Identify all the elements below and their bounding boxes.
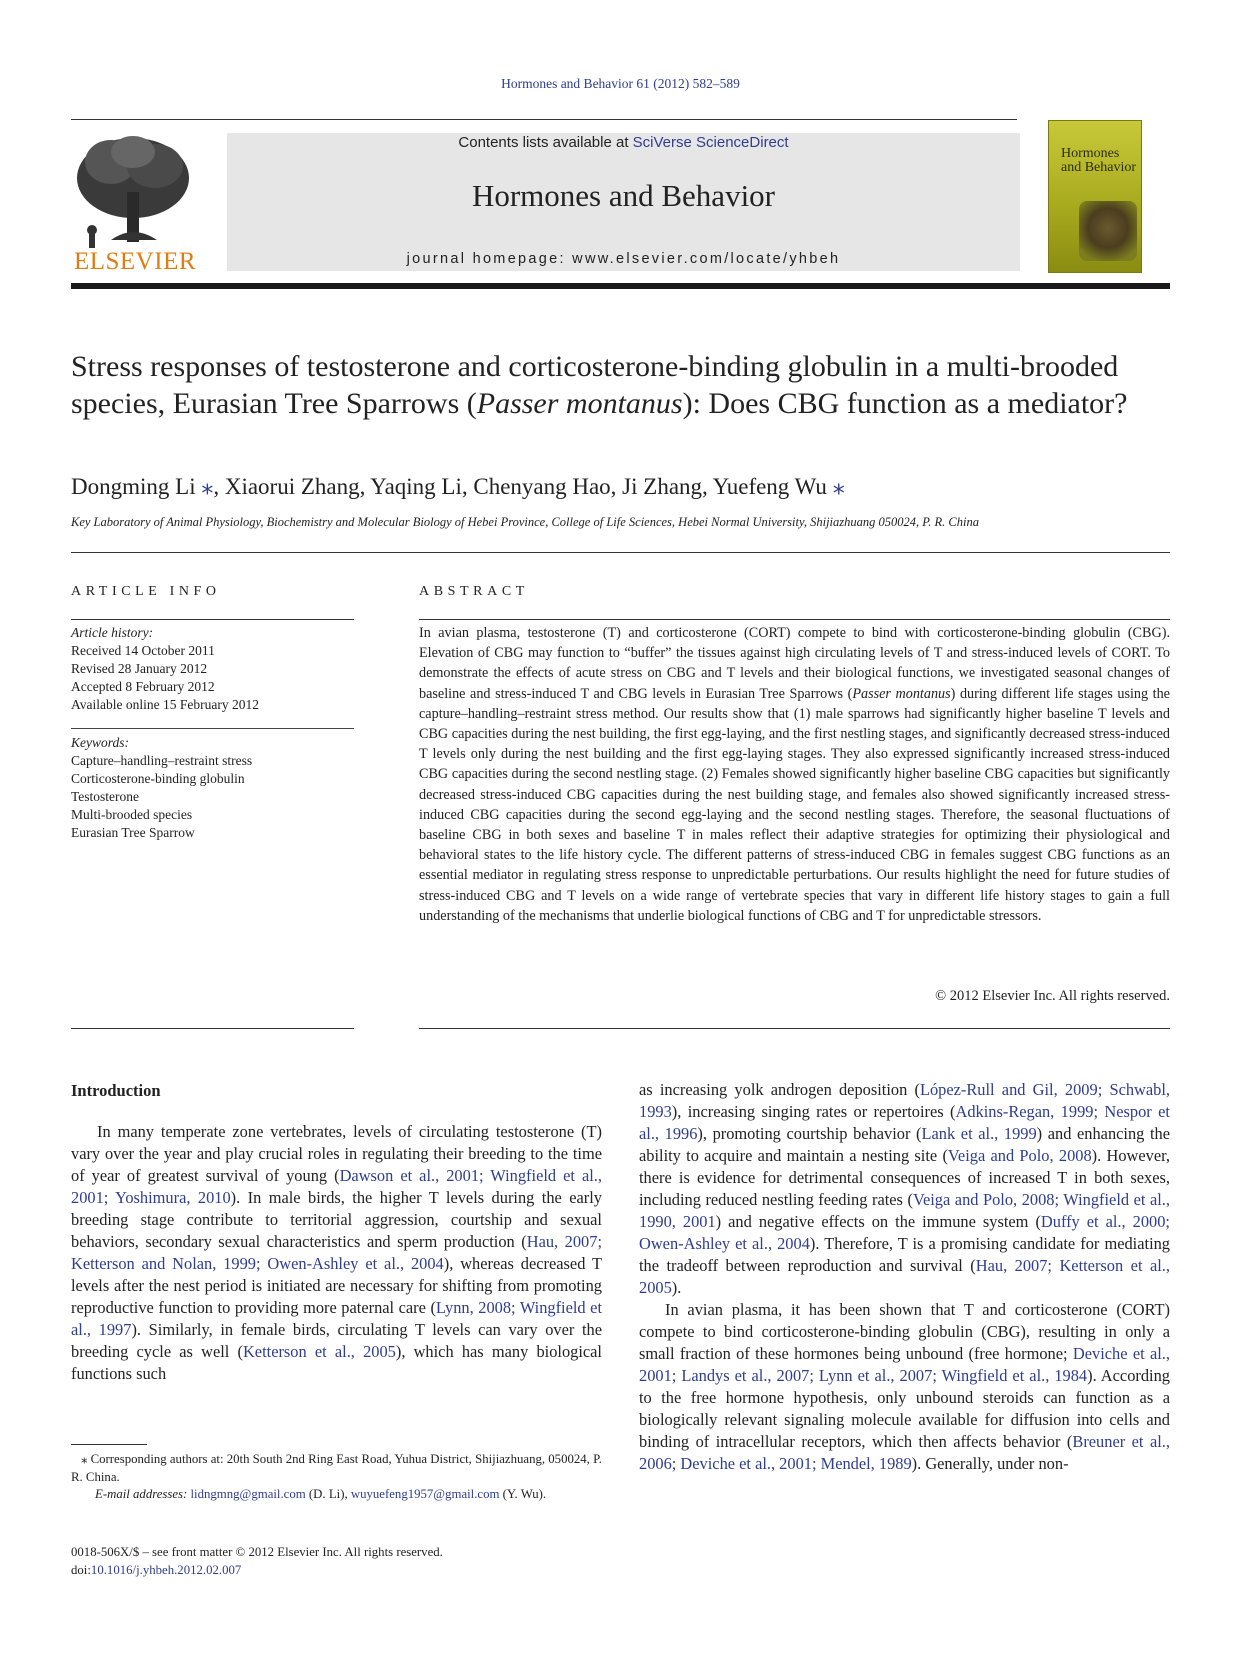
corresponding-author-marker[interactable]: ⁎ (201, 474, 214, 500)
body-text: ). In male birds, the higher T levels during the early breeding stage contribute to territorial aggression, courtship and sexual behaviors, secondary sexual characteristics and sperm production ( (71, 1188, 602, 1251)
keyword-item: Testosterone (71, 789, 140, 804)
cover-animal-image (1079, 201, 1137, 261)
title-species: Passer montanus (476, 387, 683, 420)
cover-title: Hormones and Behavior (1061, 146, 1137, 175)
citation-link[interactable]: Hau, 2007; Ketterson and Nolan, 1999; Owen-Ashley et al., 2004 (71, 1232, 602, 1273)
corresponding-address (71, 1451, 602, 1486)
body-text: ). Generally, under non- (911, 1454, 1069, 1473)
author-list (71, 472, 1170, 501)
sciencedirect-link[interactable]: SciVerse ScienceDirect (632, 134, 789, 151)
body-text: ), increasing singing rates or repertoires ( (671, 1102, 956, 1121)
history-online: Available online 15 February 2012 (71, 697, 259, 712)
issn-doi (71, 1544, 602, 1579)
article-title (71, 348, 1170, 422)
intro-paragraph-1-cont (639, 1079, 1170, 1299)
citation-link[interactable]: López-Rull and Gil, 2009; Schwabl, 1993 (639, 1080, 1171, 1121)
abstract-bottom-rule (419, 1028, 1170, 1029)
body-text: ) and negative effects on the immune system ( (715, 1212, 1041, 1231)
article-history (71, 624, 354, 714)
abstract-part2: ) during different life stages using the capture–handling–restraint stress method. Our results show that (1) male sparrows had significantly higher baseline T levels and CBG capacities during the nest building, the first egg-laying, and the first nestling stages, and significantly decreased stress-induced T levels only during the nest building and the first egg-laying stages. They also expressed significantly increased stress-induced CBG capacities during the second nestling stage. (2) Females showed significantly higher baseline CBG capacities but significantly decreased stress-induced CBG capacities during the nest building stage, and females also showed significantly increased stress-induced CBG capacities during the second egg-laying and the second nestling stages. Therefore, the seasonal fluctuations of baseline CBG in both sexes and baseline T in males reflect their adaptive strategies for optimizing their physiological and behavioral states to the life history cycle. The different patterns of stress-induced CBG in females suggest CBG functions as an essential mediator in regulating stress response to unpredictable perturbations. Our results highlight the need for future studies of stress-induced CBG and T levels on a wide range of vertebrate species that vary in different life history stages to gain a full understanding of the mechanisms that underlie biological functions of CBG and T for unpredictable stressors. (419, 685, 1170, 924)
email-label: E-mail addresses: (95, 1487, 191, 1501)
corresponding-footnote (71, 1451, 602, 1504)
citation-link[interactable]: Adkins-Regan, 1999; Nespor et al., 1996 (639, 1102, 1170, 1143)
body-text: In avian plasma, it has been shown that T and corticosterone (CORT) compete to bind corticosterone-binding globulin (CBG), resulting in only a small fraction of these hormones being unbound (free hormone; (639, 1300, 1170, 1363)
corresponding-author-marker[interactable]: ⁎ (832, 474, 845, 500)
contents-line (227, 134, 1020, 151)
citation-link[interactable]: Dawson et al., 2001; Wingfield et al., 2001; Yoshimura, 2010 (71, 1166, 603, 1207)
citation-link[interactable]: Lank et al., 1999 (921, 1124, 1037, 1143)
citation-link[interactable]: Hau, 2007; Ketterson et al., 2005 (639, 1256, 1170, 1297)
body-text: ). Similarly, in female birds, circulating T levels can vary over the breeding cycle as well ( (71, 1320, 603, 1361)
keywords-rule (71, 728, 354, 729)
elsevier-logo[interactable] (71, 132, 199, 274)
keyword-item: Multi-brooded species (71, 807, 193, 822)
email-line (71, 1486, 602, 1504)
abstract-rule (419, 619, 1170, 620)
title-part1: Stress responses of testosterone and corticosterone-binding globulin in a multi-brooded species, Eurasian Tree Sparrows ( (71, 350, 1119, 420)
citation-link[interactable]: Lynn, 2008; Wingfield et al., 1997 (71, 1298, 602, 1339)
title-part2: ): Does CBG function as a mediator? (682, 387, 1128, 420)
citation-link[interactable]: Deviche et al., 2001; Landys et al., 2007; Lynn et al., 2007; Wingfield et al., 1984 (639, 1344, 1170, 1385)
elsevier-wordmark: ELSEVIER (73, 248, 197, 275)
issn-line: 0018-506X/$ – see front matter © 2012 Elsevier Inc. All rights reserved. (71, 1545, 443, 1559)
body-column-right (639, 1079, 1170, 1475)
journal-name: Hormones and Behavior (471, 178, 776, 213)
header-thick-rule (71, 283, 1170, 289)
email-owner-wu: (Y. Wu). (499, 1487, 547, 1501)
keywords (71, 734, 354, 842)
doi-link[interactable]: 10.1016/j.yhbeh.2012.02.007 (90, 1562, 242, 1577)
email-link-li[interactable]: lidngmng@gmail.com (190, 1487, 306, 1501)
intro-paragraph-2 (639, 1299, 1170, 1475)
keyword-item: Corticosterone-binding globulin (71, 771, 245, 786)
body-text: ). However, there is evidence for detrimental consequences of increased T in both sexes, including reduced nestling feeding rates ( (639, 1146, 1170, 1209)
body-text: as increasing yolk androgen deposition ( (639, 1080, 920, 1099)
author-rest: , Xiaorui Zhang, Yaqing Li, Chenyang Hao, Ji Zhang, Yuefeng Wu (213, 474, 827, 499)
citation-link[interactable]: Breuner et al., 2006; Deviche et al., 2001; Mendel, 1989 (639, 1432, 1170, 1473)
header-rule (71, 119, 1017, 120)
article-info-rule (71, 619, 354, 620)
contents-prefix: Contents lists available at (458, 134, 633, 151)
body-text: ). According to the free hormone hypothesis, only unbound steroids can function as a biologically relevant signaling molecule available for diffusion into cells and binding of intracellular receptors, which then affects behavior ( (639, 1366, 1170, 1451)
doi-line (71, 1562, 602, 1580)
abstract-species: Passer montanus (852, 685, 951, 702)
doi-prefix: doi: (71, 1562, 91, 1577)
abstract-heading: ABSTRACT (419, 584, 529, 599)
journal-citation[interactable]: Hormones and Behavior 61 (2012) 582–589 (501, 76, 740, 91)
citation-link[interactable]: Duffy et al., 2000; Owen-Ashley et al., 2004 (639, 1212, 1170, 1253)
history-label: Article history: (71, 625, 154, 640)
body-text: ), whereas decreased T levels after the nest period is initiated are necessary for shifting from promoting reproductive function to providing more paternal care ( (71, 1254, 602, 1317)
keywords-label: Keywords: (71, 735, 129, 750)
corresponding-text: Corresponding authors at: 20th South 2nd Ring East Road, Yuhua District, Shijiazhuang, 050024, P. R. China. (71, 1452, 602, 1484)
footnote-marker: ⁎ (81, 1452, 88, 1466)
affiliation-rule (71, 552, 1170, 553)
citation-link[interactable]: Ketterson et al., 2005 (242, 1342, 396, 1361)
body-text: ). Therefore, T is a promising candidate for mediating the tradeoff between reproduction and survival ( (639, 1234, 1171, 1275)
introduction-heading: Introduction (71, 1081, 161, 1100)
keyword-item: Eurasian Tree Sparrow (71, 825, 195, 840)
history-revised: Revised 28 January 2012 (71, 661, 208, 676)
footnote-rule (71, 1444, 147, 1445)
journal-homepage[interactable]: journal homepage: www.elsevier.com/locate/yhbeh (406, 251, 841, 267)
abstract-copyright: © 2012 Elsevier Inc. All rights reserved. (935, 988, 1170, 1004)
citation-link[interactable]: Veiga and Polo, 2008 (947, 1146, 1092, 1165)
abstract-part1: In avian plasma, testosterone (T) and corticosterone (CORT) compete to bind with corticosterone-binding globulin (CBG). Elevation of CBG may function to “buffer” the tissues against high circulating levels of T and stress-induced levels of CORT. To demonstrate the effects of acute stress on CBG and T levels and their biological functions, we investigated seasonal changes of baseline and stress-induced T and CBG levels in Eurasian Tree Sparrows ( (419, 625, 1170, 702)
email-owner-li: (D. Li), (305, 1487, 351, 1501)
body-text: ), which has many biological functions such (71, 1342, 602, 1383)
citation-link[interactable]: Veiga and Polo, 2008; Wingfield et al., 1990, 2001 (639, 1190, 1171, 1231)
article-info-heading: ARTICLE INFO (71, 584, 221, 599)
email-link-wu[interactable]: wuyuefeng1957@gmail.com (350, 1487, 500, 1501)
keyword-item: Capture–handling–restraint stress (71, 753, 253, 768)
author-first: Dongming Li (71, 474, 196, 499)
body-text: ). (671, 1278, 682, 1297)
body-text: In many temperate zone vertebrates, levels of circulating testosterone (T) vary over the year and play crucial roles in regulating their breeding to the time of year of greatest survival of young ( (71, 1122, 602, 1185)
affiliation: Key Laboratory of Animal Physiology, Biochemistry and Molecular Biology of Hebei Province, College of Life Sciences, Hebei Normal University, Shijiazhuang 050024, P. R. China (71, 515, 979, 529)
article-info-bottom-rule (71, 1028, 354, 1029)
journal-cover-image[interactable] (1048, 120, 1142, 273)
body-column-left (71, 1121, 602, 1385)
history-received: Received 14 October 2011 (71, 643, 215, 658)
body-text: ) and enhancing the ability to acquire and maintain a nesting site ( (639, 1124, 1171, 1165)
abstract-text (419, 623, 1170, 926)
body-text: ), promoting courtship behavior ( (697, 1124, 922, 1143)
history-accepted: Accepted 8 February 2012 (71, 679, 215, 694)
intro-paragraph-1 (71, 1121, 602, 1385)
